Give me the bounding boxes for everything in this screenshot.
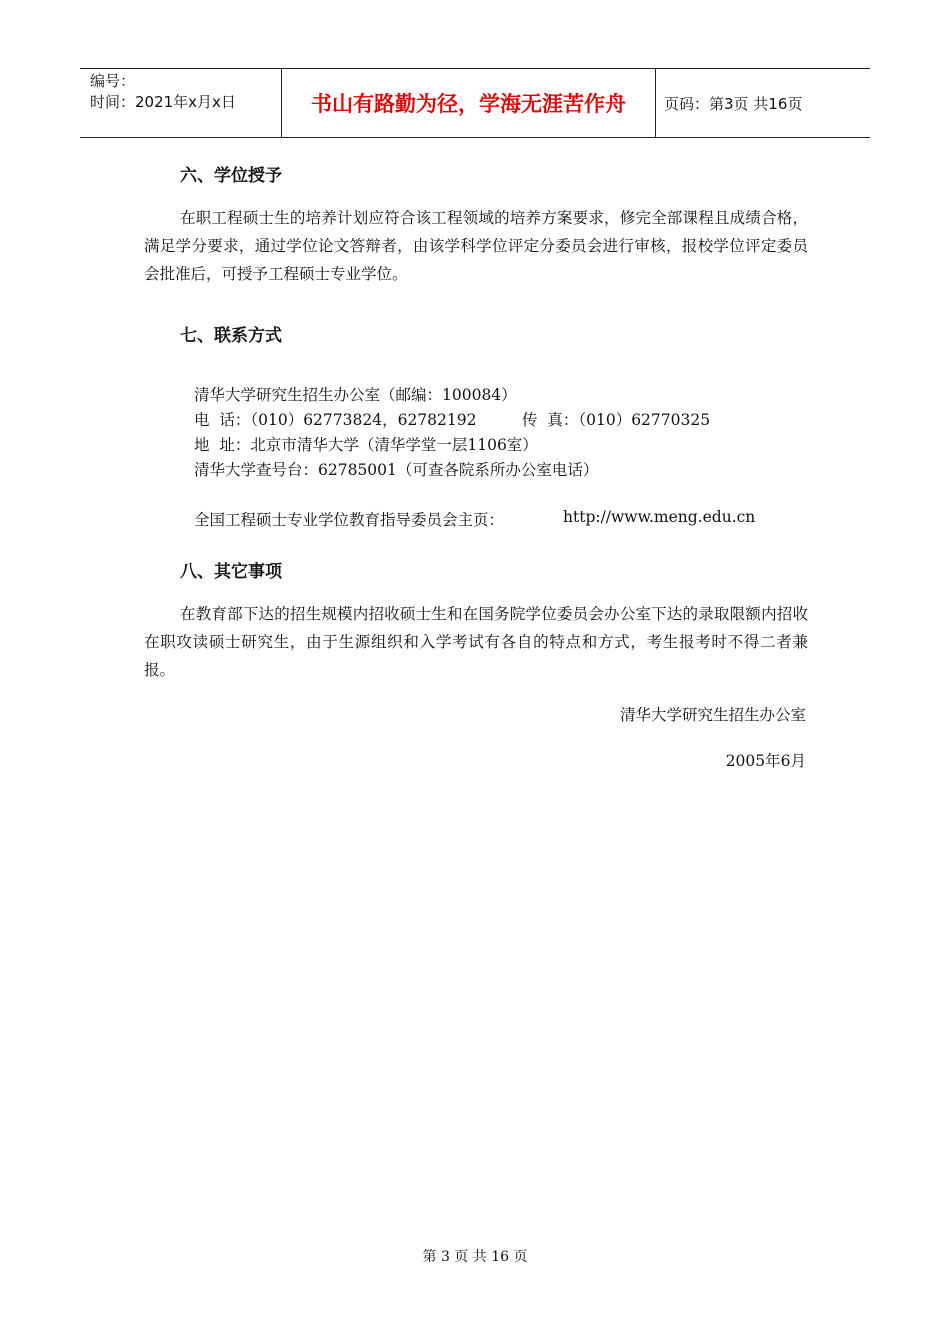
signature-office: 清华大学研究生招生办公室 bbox=[619, 706, 806, 724]
signature-date: 2005年6月 bbox=[725, 752, 806, 770]
section-degree-paragraph: 在职工程硕士生的培养计划应符合该工程领域的培养方案要求，修完全部课程且成绩合格，满足学分要求，通过学位论文答辩者，由该学科学位评定分委员会进行审核，报校学位评定委员会批准后，可授予工程硕士专业学位。 bbox=[144, 209, 808, 283]
document-time: 时间：2021年x月x日 bbox=[90, 93, 236, 111]
document-number: 编号： bbox=[90, 72, 136, 90]
contact-address: 地 址：北京市清华大学（清华学堂一层1106室） bbox=[194, 436, 538, 454]
page-footer: 第 3 页 共 16 页 bbox=[422, 1249, 528, 1265]
section-title-contact: 七、联系方式 bbox=[180, 326, 282, 346]
section-title-degree: 六、学位授予 bbox=[180, 166, 282, 186]
header-meta bbox=[80, 69, 282, 137]
contact-homepage-label: 全国工程硕士专业学位教育指导委员会主页： bbox=[194, 511, 505, 529]
contact-fax: 传 真：（010）62770325 bbox=[522, 411, 711, 429]
header-motto: 书山有路勤为径，学海无涯苦作舟 bbox=[282, 69, 656, 137]
contact-inquiry: 清华大学查号台：62785001（可查各院系所办公室电话） bbox=[194, 461, 599, 479]
section-title-other: 八、其它事项 bbox=[180, 562, 282, 582]
contact-office: 清华大学研究生招生办公室（邮编：100084） bbox=[194, 386, 517, 404]
page-header bbox=[80, 68, 870, 138]
contact-homepage-url[interactable]: http://www.meng.edu.cn bbox=[563, 508, 756, 526]
contact-phone: 电 话：（010）62773824，62782192 bbox=[194, 411, 477, 429]
section-other-paragraph: 在教育部下达的招生规模内招收硕士生和在国务院学位委员会办公室下达的录取限额内招收在职攻读硕士研究生，由于生源组织和入学考试有各自的特点和方式，考生报考时不得二者兼报。 bbox=[144, 605, 808, 679]
header-page-info: 页码：第3页 共16页 bbox=[664, 94, 803, 113]
